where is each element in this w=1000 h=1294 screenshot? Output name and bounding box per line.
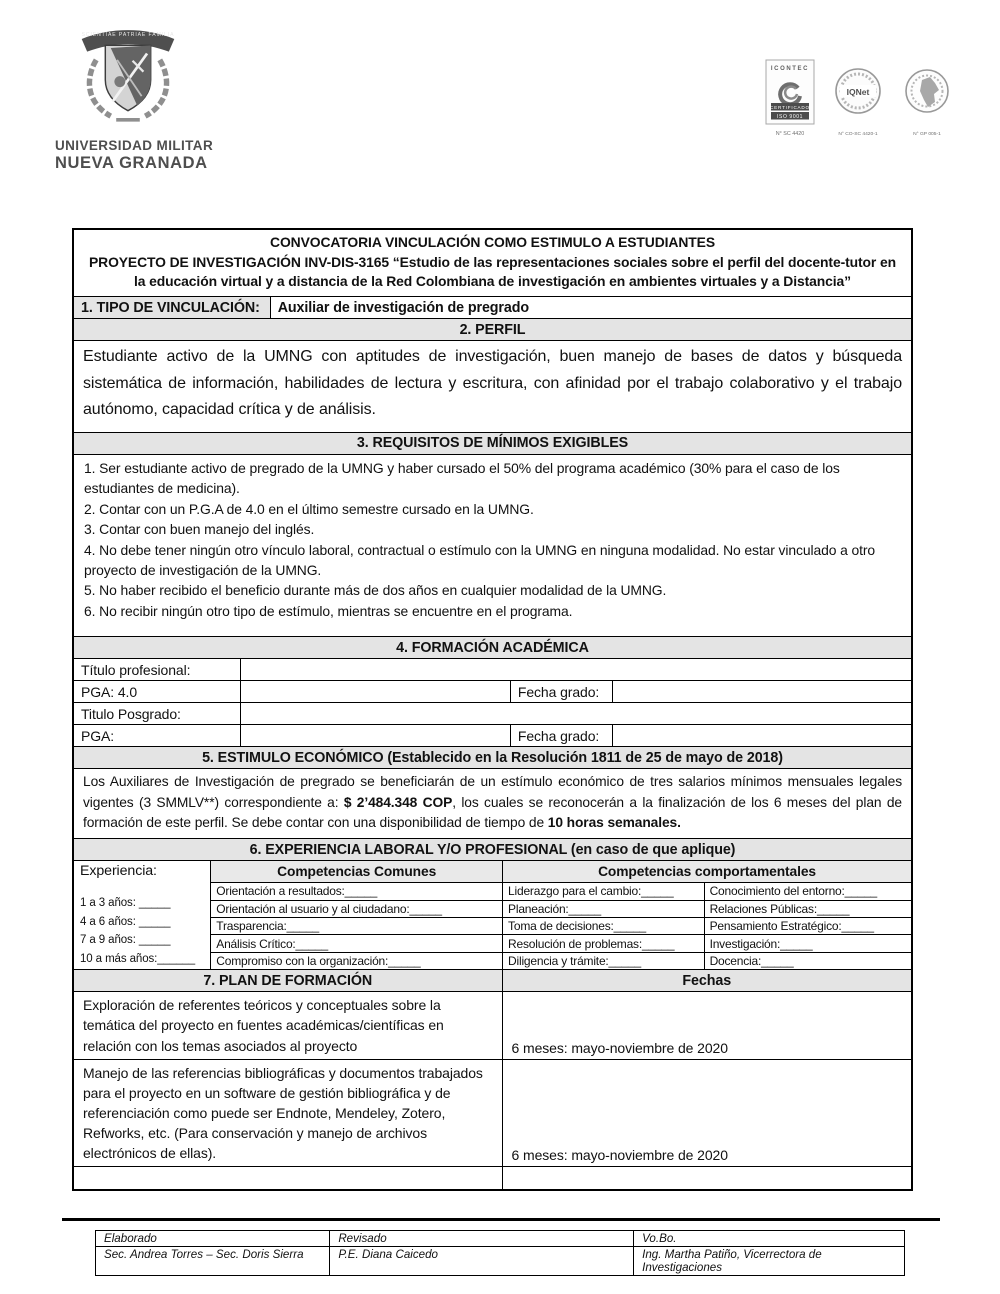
competencia-comportamental: Investigación:_____: [709, 936, 813, 951]
section-formacion-header: [74, 637, 911, 659]
competencias-row: [211, 918, 911, 935]
experiencia-years-column: [74, 861, 211, 969]
fecha-grado-posgrado-field: [613, 725, 911, 746]
competencia-comportamental: Diligencia y trámite:_____: [503, 953, 705, 969]
titulo-profesional-row: [74, 659, 911, 681]
estimulo-hours: 10 horas semanales.: [547, 814, 681, 830]
empty-cell: [74, 1167, 503, 1189]
competencia-comun: Compromiso con la organización:_____: [211, 953, 503, 969]
competencias-comportamentales-header: Competencias comportamentales: [503, 861, 911, 882]
experiencia-label: Experiencia:: [80, 863, 157, 880]
section-experiencia-header: [74, 839, 911, 861]
section-perfil-header: [74, 319, 911, 341]
elaborado-value: Sec. Andrea Torres – Sec. Doris Sierra: [96, 1247, 330, 1275]
competencia-comportamental: Liderazgo para el cambio:_____: [503, 883, 705, 899]
shield-emblem: [114, 76, 125, 87]
experiencia-years-option: 4 a 6 años: _____: [80, 915, 171, 928]
plan-row: [74, 992, 911, 1059]
gp-seal-icon: [898, 58, 956, 142]
form-table: [72, 228, 913, 1191]
university-crest-icon: [69, 22, 187, 134]
requisito-item: 6. No recibir ningún otro tipo de estímulo, mientras se encuentre en el programa.: [84, 602, 573, 619]
titulo-posgrado-label: Titulo Posgrado:: [74, 703, 241, 724]
competencia-comportamental: Resolución de problemas:_____: [503, 935, 705, 951]
estimulo-text-part2: , los cuales se reconocerán a la finalización de los 6 meses del plan de formación de este perfil. Se debe contar con una disponibilidad de tiempo de: [83, 794, 902, 830]
competencia-comun: Orientación a resultados:_____: [211, 883, 503, 899]
footer-table: [95, 1230, 905, 1276]
iqnet-name: IQNet: [846, 87, 870, 97]
form-project: PROYECTO DE INVESTIGACIÓN INV-DIS-3165 “Estudio de las representaciones sociales sobre el perfil del docente-tutor en la educación virtual y a distancia de la Red Colombiana de investigación en ambientes virtuales y a Distancia”: [88, 253, 897, 290]
estimulo-text: [74, 769, 911, 839]
plan-actividad: Exploración de referentes teóricos y conceptuales sobre la temática del proyecto en fuentes académicas/científicas en relación con los temas asociados al proyecto: [74, 992, 503, 1058]
requisitos-header-label: 3. REQUISITOS DE MÍNIMOS EXIGIBLES: [356, 435, 629, 452]
pga-posgrado-label: PGA:: [74, 725, 241, 746]
pga-posgrado-row: [74, 725, 911, 747]
tipo-vinculacion-value: Auxiliar de investigación de pregrado: [277, 299, 530, 316]
fecha-grado-posgrado-label: Fecha grado:: [511, 725, 613, 746]
icontec-logo-icon: [762, 58, 818, 142]
experiencia-header-label: 6. EXPERIENCIA LABORAL Y/O PROFESIONAL (en caso de que aplique): [249, 841, 736, 858]
footer-divider: [62, 1218, 940, 1221]
competencia-comportamental: Pensamiento Estratégico:_____: [709, 919, 874, 934]
titulo-profesional-field: [241, 659, 911, 680]
requisito-item: 3. Contar con buen manejo del inglés.: [84, 521, 315, 538]
footer-values-row: [96, 1247, 904, 1275]
estimulo-text-part1: Los Auxiliares de Investigación de pregrado se beneficiarán de un estímulo económico de tres salarios mínimos mensuales legales vigentes (3 SMMLV**) correspondiente a:: [83, 774, 902, 810]
icontec-name: ICONTEC: [770, 66, 810, 72]
experiencia-years-list: [74, 894, 210, 969]
plan-header-row: [74, 970, 911, 992]
experiencia-years-option: 10 a más años:______: [80, 953, 196, 966]
competencias-row: [211, 935, 911, 952]
pga-pregrado-row: [74, 681, 911, 703]
titulo-posgrado-row: [74, 703, 911, 725]
competencia-comportamental: Docencia:_____: [709, 954, 794, 969]
icontec-iso: ISO 9001: [777, 114, 803, 120]
revisado-label: Revisado: [330, 1231, 634, 1246]
elaborado-label: Elaborado: [96, 1231, 330, 1246]
university-name-line2: NUEVA GRANADA: [55, 154, 208, 172]
gp-number: N° GP 005-1: [913, 132, 941, 137]
requisito-item: 5. No haber recibido el beneficio durante más de dos años en cualquier modalidad de la UMNG.: [84, 582, 667, 599]
requisitos-list: [74, 455, 911, 638]
tipo-vinculacion-row: [74, 297, 911, 319]
estimulo-amount: $ 2’484.348 COP: [343, 794, 453, 810]
perfil-header-label: 2. PERFIL: [459, 321, 526, 338]
competencias-comunes-header: Competencias Comunes: [211, 861, 503, 882]
competencia-comportamental: Planeación:_____: [503, 901, 705, 917]
titulo-profesional-label: Título profesional:: [74, 659, 241, 680]
competencias-header-row: [211, 861, 911, 883]
requisito-item: 1. Ser estudiante activo de pregrado de la UMNG y haber cursado el 50% del programa académico (30% para el caso de los estudiantes de medicina).: [84, 459, 840, 497]
icontec-certificado: CERTIFICADO: [770, 105, 810, 110]
university-name-line1: UNIVERSIDAD MILITAR: [55, 138, 214, 153]
experiencia-table: [74, 861, 911, 970]
formacion-header-label: 4. FORMACIÓN ACADÉMICA: [396, 639, 589, 656]
perfil-text: Estudiante activo de la UMNG con aptitudes de investigación, buen manejo de bases de datos y búsqueda sistemática de información, habilidades de lectura y escritura, con afinidad por el trabajo colaborativo y el trabajo autónomo, capacidad crítica y de análisis.: [74, 341, 911, 433]
title-block: [74, 230, 911, 297]
competencias-grid: [211, 861, 911, 969]
plan-actividad: Manejo de las referencias bibliográficas y documentos trabajados para el proyecto en un software de gestión bibliográfica y de referenciación como puede ser Endnote, Mendeley, Zotero, Refworks, etc. (Para conservación y manejo de archivos electrónicos de ellas).: [74, 1060, 503, 1167]
fecha-grado-pregrado-label: Fecha grado:: [511, 681, 613, 702]
competencia-comun: Análisis Crítico:_____: [211, 935, 503, 951]
empty-cell: [503, 1167, 911, 1189]
experiencia-years-option: 1 a 3 años: _____: [80, 897, 171, 910]
icontec-number: N° SC 4420: [775, 131, 805, 137]
revisado-value: P.E. Diana Caicedo: [330, 1247, 634, 1275]
fecha-grado-pregrado-field: [613, 681, 911, 702]
plan-fecha: 6 meses: mayo-noviembre de 2020: [511, 1147, 728, 1164]
empty-row: [74, 1167, 911, 1189]
pga-pregrado-label: PGA: 4.0: [74, 681, 241, 702]
plan-fecha: 6 meses: mayo-noviembre de 2020: [511, 1039, 728, 1056]
competencias-row: [211, 953, 911, 969]
section-estimulo-header: [74, 747, 911, 769]
iqnet-number: N° CO-SC 4420-1: [838, 132, 878, 137]
pga-pregrado-field: [241, 681, 511, 702]
competencias-row: [211, 901, 911, 918]
form-title: CONVOCATORIA VINCULACIÓN COMO ESTIMULO A ESTUDIANTES: [270, 234, 715, 250]
certification-logos: [762, 58, 956, 142]
experiencia-years-option: 7 a 9 años: _____: [80, 934, 171, 947]
vobo-value: Ing. Martha Patiño, Vicerrectora de Investigaciones: [642, 1248, 822, 1274]
tipo-vinculacion-label: 1. TIPO DE VINCULACIÓN:: [74, 297, 271, 318]
fechas-header: Fechas: [503, 970, 911, 991]
crest-motto: SCIENTIAE PATRIAE FAMILIA: [81, 32, 175, 39]
competencia-comun: Orientación al usuario y al ciudadano:_____: [211, 901, 503, 917]
competencia-comportamental: Relaciones Públicas:_____: [709, 901, 850, 916]
plan-formacion-header: 7. PLAN DE FORMACIÓN: [74, 970, 503, 991]
competencia-comportamental: Conocimiento del entorno:_____: [709, 884, 878, 899]
plan-row: [74, 1060, 911, 1168]
competencia-comportamental: Toma de decisiones:_____: [503, 918, 705, 934]
university-logo: [55, 22, 305, 173]
requisito-item: 2. Contar con un P.G.A de 4.0 en el último semestre cursado en la UMNG.: [84, 500, 534, 517]
vobo-label: Vo.Bo.: [642, 1232, 677, 1245]
competencia-comun: Trasparencia:_____: [211, 918, 503, 934]
iqnet-logo-icon: [827, 58, 889, 142]
competencias-row: [211, 883, 911, 900]
titulo-posgrado-field: [241, 703, 911, 724]
pga-posgrado-field: [241, 725, 511, 746]
estimulo-header-label: 5. ESTIMULO ECONÓMICO (Establecido en la Resolución 1811 de 25 de mayo de 2018): [202, 749, 783, 766]
section-requisitos-header: [74, 433, 911, 455]
footer-labels-row: [96, 1231, 904, 1247]
requisito-item: 4. No debe tener ningún otro vínculo laboral, contractual o estímulo con la UMNG en ninguna modalidad. No estar vinculado a otro proyecto de investigación de la UMNG.: [84, 541, 876, 579]
